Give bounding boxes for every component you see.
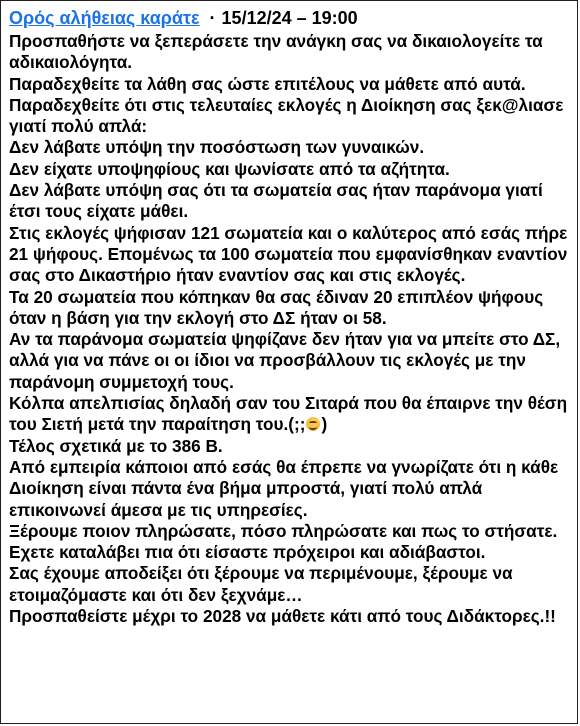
grinning-face-icon (306, 417, 320, 431)
post-paragraph: Τέλος σχετικά με το 386 Β. (9, 435, 223, 456)
separator-dot: · (209, 8, 216, 28)
post-paragraph: Δεν λάβατε υπόψη την ποσόστωση των γυναικών. (9, 137, 425, 158)
post-paragraph: Αν τα παράνομα σωματεία ψηφίζανε δεν ήταν για να μπείτε στο ΔΣ, αλλά για να πάνε οι οι ίδιοι να προσβάλλουν τις εκλογές με την παράνομη συμμετοχή τους. (9, 329, 561, 392)
post-paragraph: Από εμπειρία κάποιοι από εσάς θα έπρεπε να γνωρίζατε ότι η κάθε Διοίκηση είναι πάντα ένα βήμα μπροστά, γιατί πολύ απλά επικοινωνεί άμεσα με τις υπηρεσίες. (9, 456, 559, 520)
post-paragraph: Παραδεχθείτε τα λάθη σας ώστε επιτέλους να μάθετε από αυτά. (9, 73, 526, 94)
post-paragraph: Δεν λάβατε υπόψη σας ότι τα σωματεία σας ήταν παράνομα γιατί έτσι τους είχατε μάθει. (9, 180, 543, 222)
post-paragraph: Ξέρουμε ποιον πληρώσατε, πόσο πληρώσατε και πως το στήσατε. (9, 520, 558, 541)
post-paragraph: Τα 20 σωματεία που κόπηκαν θα σας έδιναν 20 επιπλέον ψήφους όταν η βάση για την εκλογή στο ΔΣ ήταν οι 58. (9, 286, 544, 328)
post-body (9, 31, 575, 627)
post-paragraph: Προσπαθείστε μέχρι το 2028 να μάθετε κάτι από τους Διδάκτορες.!! (9, 606, 556, 627)
post-header (9, 7, 358, 29)
post-paragraph-with-emoji (9, 393, 575, 436)
post-paragraph: Προσπαθήστε να ξεπεράσετε την ανάγκη σας να δικαιολογείτε τα αδικαιολόγητα. (9, 31, 543, 73)
post-paragraph: Εχετε καταλάβει πια ότι είσαστε πρόχειροι και αδιάβαστοι. (9, 542, 486, 563)
emoji-paragraph-text: Κόλπα απελπισίας δηλαδή σαν του Σιταρά που θα έπαιρνε την θέση του Σιετή μετά την παραίτηση του.(;; (9, 393, 568, 435)
post-paragraph: Παραδεχθείτε ότι στις τελευταίες εκλογές η Διοίκηση σας ξεκ@λιασε γιατί πολύ απλά: (9, 94, 564, 137)
post-paragraph: Σας έχουμε αποδείξει ότι ξέρουμε να περιμένουμε, ξέρουμε να ετοιμαζόμαστε και ότι δεν ξεχνάμε… (9, 563, 513, 605)
post-paragraph: Δεν είχατε υποψηφίους και ψωνίσατε από τα αζήτητα. (9, 158, 450, 179)
post-paragraph: Στις εκλογές ψήφισαν 121 σωματεία και ο καλύτερος από εσάς πήρε 21 ψήφους. Επομένως τα 100 σωματεία που εμφανίσθηκαν εναντίον σας στο Δικαστήριο ήταν εναντίον σας και στις εκλογές. (9, 222, 568, 286)
post-timestamp: 15/12/24 – 19:00 (221, 8, 358, 28)
author-link[interactable]: Ορός αλήθειας καράτε (9, 8, 200, 28)
emoji-paragraph-tail: ) (321, 414, 328, 435)
